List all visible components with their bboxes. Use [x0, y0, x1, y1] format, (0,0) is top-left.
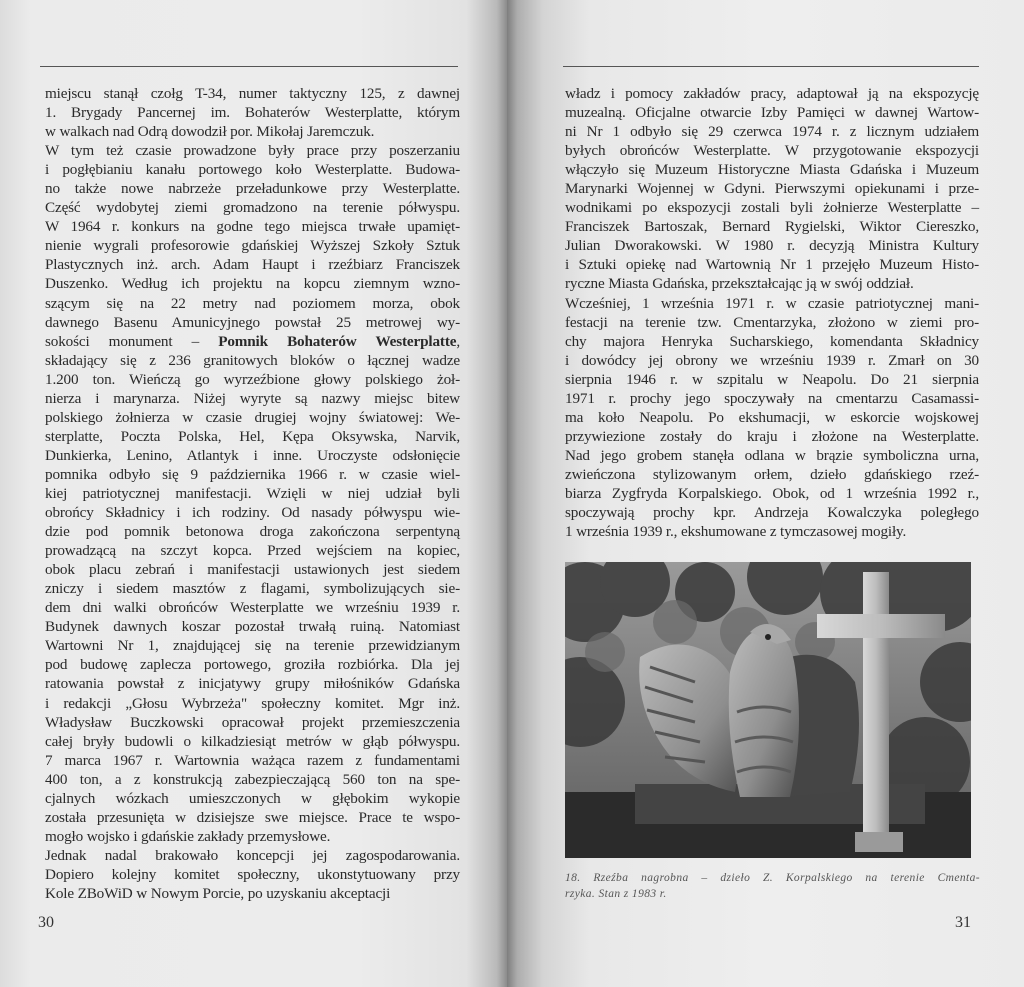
text-line: i pogłębianiu kanału portowego koło Westerplatte. Budowa-: [45, 161, 460, 179]
header-rule: [563, 66, 979, 67]
text-line: i dowódcy jej obrony we wrześniu 1939 r. Zmarł on 30: [565, 351, 979, 369]
text-line: obrońcy Składnicy i ich rodziny. Od nasady półwyspu wie-: [45, 504, 460, 522]
text-line: miejscu stanął czołg T-34, numer taktyczny 125, z dawnej: [45, 85, 460, 102]
text-line: Marynarki Wojennej w Gdyni. Pierwszymi opiekunami i prze-: [565, 180, 979, 198]
text-line: nierza i marynarza. Niżej wyryte są nazwy miejsc bitew: [45, 389, 460, 407]
text-line: włączyło się Muzeum Historyczne Miasta Gdańska i Muzeum: [565, 161, 979, 179]
text-line: Duszenko. Według ich projektu na kopcu ziemnym wzno-: [45, 275, 460, 293]
text-line: Część wydobytej ziemi gromadzono na terenie półwyspu.: [45, 199, 460, 217]
text-line: dem dni walki obrońców Westerplatte we wrześniu 1939 r.: [45, 599, 460, 617]
text-line: W tym też czasie prowadzone były prace przy poszerzaniu: [45, 142, 460, 160]
text-line: chy majora Henryka Sucharskiego, komendanta Składnicy: [565, 332, 979, 350]
text-line: Dopiero kolejny komitet społeczny, ukonstytuowany przy: [45, 865, 460, 883]
text-line: Wartowni Nr 1, znajdującej się na terenie przewidzianym: [45, 637, 460, 655]
text-line: zwieńczona stylizowanym orłem, dzieło gdańskiego rzeź-: [565, 465, 979, 483]
text-line: Franciszek Bartoszak, Bernard Rygielski, Wiktor Ciereszko,: [565, 218, 979, 236]
text-line: cjalnych wózkach umieszczonych w głębokim wykopie: [45, 789, 460, 807]
caption-line: rzyka. Stan z 1983 r.: [565, 888, 667, 900]
text-line: 1 września 1939 r., ekshumowane z tymczasowej mogiły.: [565, 523, 907, 541]
text-line: została przesunięta w dzisiejsze swe miejsce. Prace te wspo-: [45, 808, 460, 826]
text-line: Władysław Buczkowski opracował projekt przemieszczenia: [45, 713, 460, 731]
photo-caption: [565, 870, 980, 902]
text-line: prowadzącą na szczyt kopca. Przed wejściem na kopiec,: [45, 542, 460, 560]
text-line: W 1964 r. konkurs na godne tego miejsca trwałe upamięt-: [45, 218, 460, 236]
text-line: przywiezione zostały do kraju i złożone na Westerplatte.: [565, 427, 979, 445]
text-line: spoczywają prochy kpr. Andrzeja Kowalczyka poległego: [565, 504, 979, 522]
text-line: Plastycznych inż. arch. Adam Haupt i rzeźbiarz Franciszek: [45, 256, 460, 274]
text-line: szącym się na 22 metry nad poziomem morza, obok: [45, 294, 460, 312]
text-line: Julian Dworakowski. W 1980 r. decyzją Ministra Kultury: [565, 237, 979, 255]
text-line: składający się z 236 granitowych bloków o łącznej wadze: [45, 351, 460, 369]
text-line: Kole ZBoWiD w Nowym Porcie, po uzyskaniu akceptacji: [45, 884, 391, 902]
text-line: pomnika odbyło się 9 października 1966 r. w czasie wiel-: [45, 465, 460, 483]
text-line: władz i pomocy zakładów pracy, adaptował ją na ekspozycję: [565, 85, 979, 102]
text-line: Nad jego grobem stanęła odlana w brązie symboliczna urna,: [565, 446, 979, 464]
left-page: [0, 0, 507, 987]
text-line: i Sztuki opiekę nad Wartownią Nr 1 przejęło Muzeum Histo-: [565, 256, 979, 274]
text-line: no także nowe nabrzeże przeładunkowe przy Westerplatte.: [45, 180, 460, 198]
text-line: dzie pod pomnik betonowa droga zakończona serpentyną: [45, 523, 460, 541]
text-line: 1971 r. prochy jego spoczywały na cmentarzu Casamassi-: [565, 389, 979, 407]
text-line: Wcześniej, 1 września 1971 r. w czasie patriotycznej mani-: [565, 294, 979, 312]
text-line: dawnego Basenu Amunicyjnego powstał 25 metrowej wy-: [45, 313, 460, 331]
text-line: zniczy i siedem masztów z flagami, symbolizujących sie-: [45, 580, 460, 598]
text-line: 7 marca 1967 r. Wartownia ważąca razem z fundamentami: [45, 751, 460, 769]
text-line: 1.200 ton. Wieńczą go wyrzeźbione głowy polskiego żoł-: [45, 370, 460, 388]
right-body-text: [565, 84, 979, 541]
text-line: sterplatte, Poczta Polska, Hel, Kępa Oksywska, Narvik,: [45, 427, 460, 445]
text-line: ratowania powstał z inicjatywy grupy miłośników Gdańska: [45, 675, 460, 693]
left-body-text: [45, 84, 460, 903]
caption-line: 18. Rzeźba nagrobna – dzieło Z. Korpalskiego na terenie Cmenta-: [565, 872, 980, 884]
text-line: Dunkierka, Lenino, Atlantyk i inne. Uroczyste odsłonięcie: [45, 446, 460, 464]
photo-illustration: [565, 562, 971, 858]
text-line: 400 ton, a z konstrukcją zabezpieczającą 560 ton na spe-: [45, 770, 460, 788]
monument-name: Pomnik Bohaterów Westerplatte: [218, 332, 457, 350]
text-line: ryczne Miasta Gdańska, przekształcając ją w swój oddział.: [565, 275, 914, 293]
text-line: nienie wygrali profesorowie gdańskiej Wyższej Szkoły Sztuk: [45, 237, 460, 255]
photo-eagle-monument: [565, 562, 971, 858]
text-line: w walkach nad Odrą dowodził por. Mikołaj Jaremczuk.: [45, 123, 375, 141]
header-rule: [40, 66, 458, 67]
text-line: byłych obrońców Westerplatte. W przygotowanie ekspozycji: [565, 142, 979, 160]
text-line: sierpnia 1946 r. w szpitalu w Neapolu. Do 21 sierpnia: [565, 370, 979, 388]
text-line: sokości monument – Pomnik Bohaterów Westerplatte,: [45, 332, 460, 350]
text-line: wodnikami po ekspozycji zostali byli żołnierze Westerplatte –: [565, 199, 979, 217]
text-line: muzealną. Oficjalne otwarcie Izby Pamięci w dawnej Wartow-: [565, 104, 979, 122]
text-line: ma koło Neapolu. Po ekshumacji, w eskorcie wojskowej: [565, 408, 979, 426]
text-line: festacji na terenie tzw. Cmentarzyka, złożono w ziemi pro-: [565, 313, 979, 331]
text-line: 1. Brygady Pancernej im. Bohaterów Westerplatte, którym: [45, 104, 460, 122]
right-page: [507, 0, 1024, 987]
page-number-right: 31: [955, 914, 971, 931]
text-line: Jednak nadal brakowało koncepcji jej zagospodarowania.: [45, 846, 460, 864]
text-line: mogło wojsko i gdańskie zakłady przemysłowe.: [45, 827, 331, 845]
text-line: ni Nr 1 odbyło się 29 czerwca 1974 r. z licznym udziałem: [565, 123, 979, 141]
text-line: pod budowę zaplecza portowego, groziła rozbiórka. Dla jej: [45, 656, 460, 674]
text-line: polskiego żołnierza w czasie drugiej wojny światowej: We-: [45, 408, 460, 426]
text-line: całej bryły budowli o kilkadziesiąt metrów w głąb półwyspu.: [45, 732, 460, 750]
text-line: Budynek dawnych koszar pozostał trwałą ruiną. Natomiast: [45, 618, 460, 636]
text-line: kiej patriotycznej manifestacji. Wzięli w niej udział byli: [45, 484, 460, 502]
text-line: biarza Zygfryda Korpalskiego. Obok, od 1 września 1992 r.,: [565, 484, 979, 502]
page-number-left: 30: [38, 914, 54, 931]
text-line: obok placu zebrań i manifestacji ustawionych jest siedem: [45, 561, 460, 579]
text-line: i redakcji „Głosu Wybrzeża" społeczny komitet. Mgr inż.: [45, 694, 460, 712]
